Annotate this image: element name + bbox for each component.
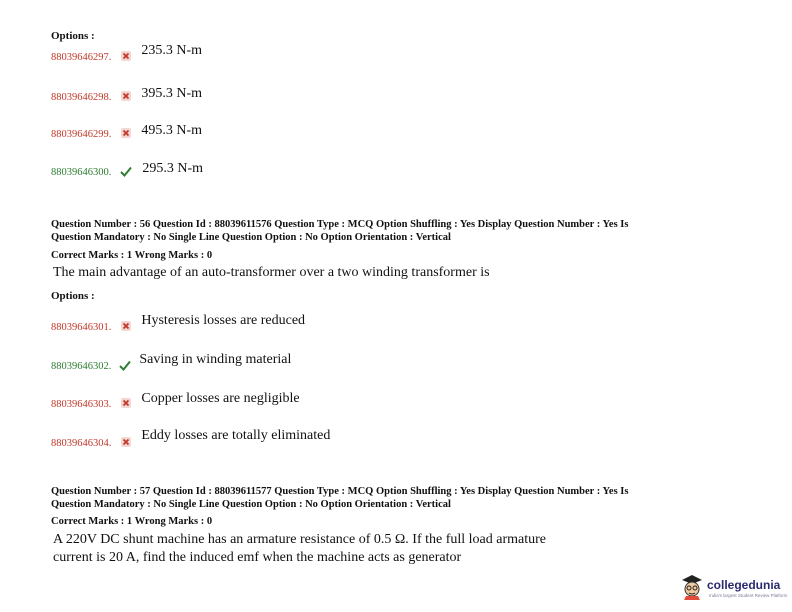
meta-line: Question Number : 57 Question Id : 88039611577 Question Type : MCQ Option Shuffling : Yes Display Question Number : Yes Is xyxy=(51,486,629,497)
checkmark-icon xyxy=(120,162,132,180)
option-id: 88039646301. xyxy=(51,322,112,333)
options-label: Options : xyxy=(51,30,95,42)
cross-icon xyxy=(121,47,131,65)
checkmark-icon xyxy=(119,356,131,374)
collegedunia-logo xyxy=(680,574,788,602)
question-line: A 220V DC shunt machine has an armature resistance of 0.5 Ω. If the full load armature xyxy=(53,532,547,547)
option-text: Hysteresis losses are reduced xyxy=(141,313,306,328)
meta-line: Question Number : 56 Question Id : 88039611576 Question Type : MCQ Option Shuffling : Yes Display Question Number : Yes Is xyxy=(51,219,629,230)
option-text: 395.3 N-m xyxy=(141,86,203,101)
option-row xyxy=(51,162,203,180)
option-row xyxy=(51,87,202,105)
option-text: Eddy losses are totally eliminated xyxy=(141,428,331,443)
option-row xyxy=(51,43,203,65)
meta-line: Question Mandatory : No Single Line Question Option : No Option Orientation : Vertical xyxy=(51,232,451,243)
question-56-meta xyxy=(51,218,751,244)
question-line: current is 20 A, find the induced emf when the machine acts as generator xyxy=(53,550,462,565)
option-text: 295.3 N-m xyxy=(142,161,204,176)
question-57-meta xyxy=(51,485,751,511)
question-57-text xyxy=(53,531,546,567)
cross-icon xyxy=(121,433,131,451)
option-row xyxy=(51,124,202,142)
graduate-mascot-icon xyxy=(680,574,704,605)
cross-icon xyxy=(121,394,131,412)
option-row xyxy=(51,389,300,410)
cross-icon xyxy=(121,87,131,105)
option-text: 235.3 N-m xyxy=(141,43,203,58)
logo-name: collegedunia xyxy=(707,578,781,592)
meta-line: Question Mandatory : No Single Line Question Option : No Option Orientation : Vertical xyxy=(51,499,451,510)
cross-icon xyxy=(121,317,131,335)
option-id: 88039646304. xyxy=(51,438,112,449)
options-label: Options : xyxy=(51,290,95,302)
question-56-marks: Correct Marks : 1 Wrong Marks : 0 xyxy=(51,250,213,261)
option-id: 88039646302. xyxy=(51,361,112,372)
option-text: 495.3 N-m xyxy=(141,123,203,138)
question-56-text: The main advantage of an auto-transformer over a two winding transformer is xyxy=(53,265,490,280)
option-id: 88039646300. xyxy=(51,167,112,178)
option-id: 88039646297. xyxy=(51,52,112,63)
option-text: Copper losses are negligible xyxy=(141,391,300,406)
logo-tagline: India's largest Student Review Platform xyxy=(709,593,788,598)
option-id: 88039646299. xyxy=(51,129,112,140)
option-row xyxy=(51,311,306,333)
option-id: 88039646303. xyxy=(51,399,112,410)
option-row xyxy=(51,426,331,449)
option-id: 88039646298. xyxy=(51,92,112,103)
option-row xyxy=(51,350,292,372)
question-57-marks: Correct Marks : 1 Wrong Marks : 0 xyxy=(51,516,213,527)
option-text: Saving in winding material xyxy=(139,352,292,367)
cross-icon xyxy=(121,124,131,142)
